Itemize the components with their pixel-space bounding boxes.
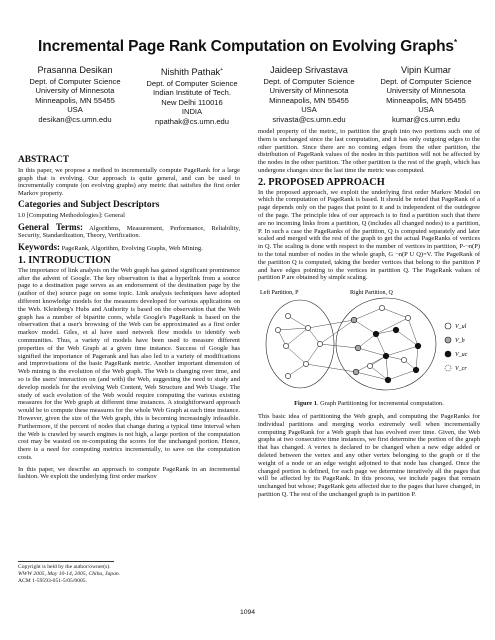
author-country: INDIA <box>181 107 203 117</box>
general-terms-text: Algorithms, Measurement, Performance, Reliability, Security, Standardization, Theory, Verification. <box>18 224 240 240</box>
node-changed <box>373 331 379 337</box>
author-name: Prasanna Desikan <box>37 65 113 75</box>
author-dept: Dept. of Computer Science <box>263 76 355 86</box>
author-4 <box>369 66 483 127</box>
legend-marker-uc <box>445 351 451 357</box>
node-changed <box>393 327 399 333</box>
author-email: kumar@cs.umn.edu <box>391 114 461 124</box>
author-org: University of Minnesota <box>35 86 115 96</box>
author-name: Jaideep Srivastava <box>270 65 348 75</box>
author-dept: Dept. of Computer Science <box>380 76 472 86</box>
node-unchanged-right <box>367 364 372 369</box>
figure-1 <box>258 286 480 398</box>
author-name: Vipin Kumar <box>401 65 451 75</box>
author-country: USA <box>301 105 317 115</box>
abstract-text: In this paper, we propose a method to incrementally compute PageRank for a large graph that is evolving. Our approach is quite general, and can be used to incrementally compute (on evolving graphs) any metric that satisfies the first order Markov property. <box>18 166 240 198</box>
node-changed <box>385 377 391 383</box>
introduction-heading: 1. INTRODUCTION <box>18 254 111 266</box>
right-partition-ellipse <box>336 298 436 390</box>
legend-label-ul: V_ul <box>455 324 467 331</box>
categories-text: I.0 [Computing Methodologies]: General <box>18 211 125 219</box>
node-unchanged-left <box>285 374 290 379</box>
node-unchanged-left <box>285 314 290 319</box>
approach-paragraph-2: This basic idea of partitioning the Web graph, and computing the PageRanks for individual partitions and merging works extremely well when incrementally computing PageRank for a Web graph that has evolved over time. Given, the Web graphs at two consecutive time instances, we first determine the portion of the graph that has changed. A vertex is declared to be changed when a new edge added or deleted between the vertex and any other vertex belonging to the graph or if the weight of a node or an edge weight adjoined to that node has changed. Once the changed portion is defined, for each page we determine iteratively all the pages that will be affected by its PageRank. In this process, we include pages that remain unchanged but whose; PageRank gets affected due to the pages that have changed, in partition Q. The rest of the unchanged graph is in partition P. <box>258 412 480 498</box>
author-city: Minneapolis, MN 55455 <box>386 95 466 105</box>
author-email: desikan@cs.umn.edu <box>38 114 112 124</box>
graph-edges <box>278 308 418 380</box>
node-changed <box>415 343 421 349</box>
author-email: srivasta@cs.umn.edu <box>272 114 346 124</box>
author-2 <box>135 66 249 127</box>
node-unchanged-left <box>283 344 288 349</box>
approach-heading: 2. PROPOSED APPROACH <box>258 176 385 188</box>
node-changed <box>413 367 419 373</box>
author-email: npathak@cs.umn.edu <box>155 117 229 127</box>
paper-title <box>0 38 495 56</box>
author-org: University of Minnesota <box>386 86 466 96</box>
figure-caption-text: . Graph Partitioning for incremental computation. <box>316 400 444 408</box>
legend-marker-cr <box>445 365 451 371</box>
conference-line: WWW 2005, May 10-14, 2005, Chiba, Japan. <box>18 571 121 577</box>
author-city: New Delhi 110016 <box>161 97 223 107</box>
legend-marker-ul <box>445 323 451 329</box>
node-border <box>353 369 359 375</box>
introduction-paragraph-1: The importance of link analysis on the Web graph has gained significant prominence after the advent of Google. The key observation is that a hyperlink from a source page to a destination page serves as an endorsement of the destination page by the (author of the) source page on some topic. Link analysis techniques have adopted different knowledge models for the measures developed for various applications on the Web. Kleinberg's Hubs and Authority is based on the observation that the Web graph has a number of bipartite cores, while Google's PageRank is based on the observation that a user's browsing of the Web can be approximated as a first order markov model. Giles, et al have used network flow models to identify web communities. Thus, a variety of models have been used to measure different properties of the Web Graph at a given time instance. Success of Google has signified the importance of Pagerank and has also led to a variety of modifications and improvisations of the basic PageRank metric. Another important dimension of Web mining is the evolution of the Web graph. The Web is changing over time, and so is the users' interaction on (and with) the Web, suggesting the need to study and develop models for the evolving Web Content, Web Structure and Web Usage. The study of such evolution of the Web would require computing the various existing measures for the Web graph at different time instances. A straightforward approach would be to compute these measures for the whole Web Graph at each time instance. However, given the size of the Web graph, this is becoming increasingly infeasible. Furthermore, if the percent of nodes that change during a typical time interval when the Web is crawled by search engines is not high, a large portion of the computation cost may be wasted on re-computing the scores for the unchanged portion. Hence, there is a need for computing metrics incrementally, to save on the computation costs. <box>18 266 240 461</box>
abstract-heading: ABSTRACT <box>18 155 70 165</box>
keywords-text: PageRank, Algorithm, Evolving Graphs, Web Mining. <box>61 245 203 253</box>
acm-line: ACM 1-59593-051-5/05/0005. <box>18 578 87 584</box>
author-dept: Dept. of Computer Science <box>29 76 121 86</box>
author-block <box>18 66 483 127</box>
legend-label-b: V_b <box>455 338 465 345</box>
author-name <box>135 66 249 78</box>
copyright-footnote <box>18 561 218 585</box>
node-unchanged-right <box>405 316 410 321</box>
author-country: USA <box>67 105 83 115</box>
legend-marker-b <box>445 337 451 343</box>
introduction-paragraph-2: In this paper, we describe an approach to compute PageRank in an incremental fashion. We exploit the underlying first order markov <box>18 465 240 481</box>
author-org: University of Minnesota <box>269 86 349 96</box>
node-unchanged-left <box>303 362 308 367</box>
node-unchanged-left <box>317 342 322 347</box>
keywords <box>18 244 240 253</box>
title-text: Incremental Page Rank Computation on Evolving Graphs <box>38 38 454 56</box>
right-partition-label: Right Partition, Q <box>350 290 393 297</box>
approach-paragraph-1: In the proposed approach, we exploit the underlying first order Markov Model on which the computation of PageRank is based. It should be noted that PageRank of a page depends only on the pages that point to it and is independent of the outdegree of the page. The principle idea of our approach is to find a partition such that there are no incoming links from a partition, Q (includes all changed nodes) to a partition, P. In such a case the PageRanks of the partition, Q is computed separately and later scaled and merged with the rest of the graph to get the actual PageRanks of vertices in Q. The scaling is done with respect to the number of vertices in partition, P-¬n(P) to the total number of nodes in the whole graph, G ¬n(P U Q)=V. The PageRank of the partition Q is computed, taking the border vertices that belong to the partition P and have edges pointing to the vertices in partition Q. The PageRank values of partition P are obtained by simple scaling. <box>258 188 480 282</box>
partition-graph-diagram <box>258 286 480 398</box>
node-unchanged-right <box>379 306 384 311</box>
figure-caption-label: Figure 1 <box>294 400 317 408</box>
node-border <box>355 345 361 351</box>
page-number: 1094 <box>239 609 256 616</box>
general-terms <box>18 221 240 241</box>
author-dept: Dept. of Computer Science <box>146 78 238 88</box>
author-3 <box>252 66 366 127</box>
figure-caption <box>258 400 480 408</box>
title-footnote-mark: * <box>453 38 457 47</box>
legend-label-cr: V_cr <box>455 366 467 373</box>
left-column <box>18 157 240 485</box>
node-unchanged-right <box>401 358 406 363</box>
node-changed <box>383 353 389 359</box>
author-org: Indian Institute of Tech. <box>153 88 231 98</box>
footnote-rule <box>18 561 114 562</box>
node-unchanged-left <box>275 328 280 333</box>
author-city: Minneapolis, MN 55455 <box>269 95 349 105</box>
general-terms-label: General Terms: <box>18 221 84 232</box>
author-1 <box>18 66 132 127</box>
author-mark: + <box>220 67 224 73</box>
left-partition-label: Left Partition, P <box>260 290 299 297</box>
right-column <box>258 128 480 503</box>
node-unchanged-left <box>305 326 310 331</box>
left-partition-ellipse <box>266 300 334 388</box>
legend-label-uc: V_uc <box>455 352 468 359</box>
figure-legend <box>445 323 468 372</box>
author-name-text: Nishith Pathak <box>160 67 221 78</box>
author-city: Minneapolis, MN 55455 <box>35 95 115 105</box>
author-country: USA <box>418 105 434 115</box>
copyright-line: Copyright is held by the author/owner(s). <box>18 564 111 570</box>
keywords-label: Keywords: <box>18 242 60 253</box>
graph-nodes <box>275 306 420 383</box>
right-paragraph-1: model property of the metric, to partition the graph into two portions such one of them is unchanged since the last computation, and it has only outgoing edges to the other partition. Since there are no coming edges from the other partition, the distribution of PageRank values of the nodes in this partition will not be affected by the nodes in the other partition. The other partition is the rest of the graph, which has undergone changes since the last time the metric was computed. <box>258 128 480 174</box>
node-border <box>351 317 357 323</box>
categories-heading: Categories and Subject Descriptors <box>18 199 160 210</box>
